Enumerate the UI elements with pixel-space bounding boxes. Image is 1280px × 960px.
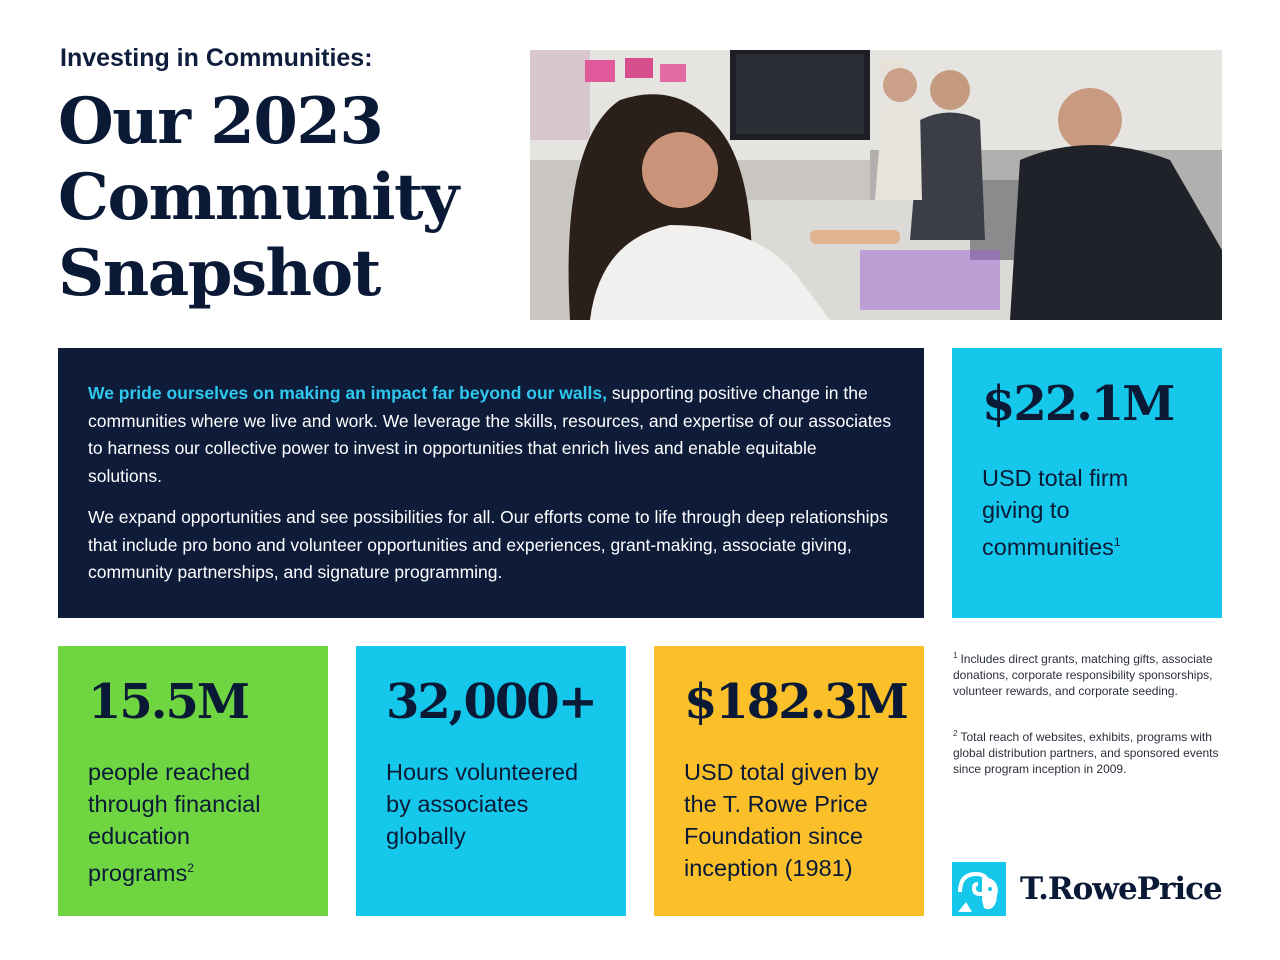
brand-logo: [952, 862, 1222, 916]
intro-paragraph-1: [88, 380, 894, 490]
footnote-2: $^2$ Total reach of websites, exhibits, programs with global distribution partners, and sponsored events since program inception in 2009.: [953, 729, 1219, 776]
intro-paragraph-1-text: supporting positive change in the communities where we live and work. We leverage the skills, resources, and expertise of our associates to harness our collective power to invest in opportunities that enrich lives and enable equitable solutions.: [88, 383, 892, 486]
footnote-ref: 2: [187, 861, 194, 875]
stat-value: 32,000+: [386, 674, 596, 730]
ram-icon: [952, 862, 1006, 916]
stat-firm-giving: [952, 348, 1222, 618]
intro-paragraph-2: We expand opportunities and see possibilities for all. Our efforts come to life through deep relationships that include pro bono and volunteer opportunities and experiences, grant-making, associate giving, community partnerships, and signature programming.: [88, 507, 888, 582]
footnote-1: $^1$ Includes direct grants, matching gifts, associate donations, corporate responsibility sponsorships, volunteer rewards, and corporate seeding.: [953, 651, 1213, 698]
title-line-3: Snapshot: [58, 236, 380, 311]
stat-hours-volunteered: [356, 646, 626, 916]
page-title: [58, 84, 518, 312]
intro-highlight: We pride ourselves on making an impact far beyond our walls,: [88, 383, 607, 403]
stat-description: Hours volunteered by associates globally: [386, 759, 579, 849]
stat-value: $22.1M: [982, 376, 1174, 432]
stat-description: USD total firm giving to communities$^1$: [982, 465, 1129, 560]
stat-people-reached: [58, 646, 328, 916]
page-kicker: Investing in Communities:: [60, 44, 373, 72]
stat-value: $182.3M: [684, 674, 907, 730]
stat-description: people reached through financial education programs$^2$: [88, 759, 261, 886]
title-line-2: Community: [58, 160, 458, 235]
brand-wordmark: T.RowePrice: [1020, 871, 1222, 907]
footnote-ref: 1: [1113, 535, 1121, 549]
stat-value: 15.5M: [88, 674, 249, 730]
title-line-1: Our 2023: [58, 84, 383, 159]
classroom-photo: [530, 50, 1222, 320]
intro-panel: [58, 348, 924, 618]
stat-description: USD total given by the T. Rowe Price Foundation since inception (1981): [684, 759, 879, 881]
stat-foundation-giving: [654, 646, 924, 916]
